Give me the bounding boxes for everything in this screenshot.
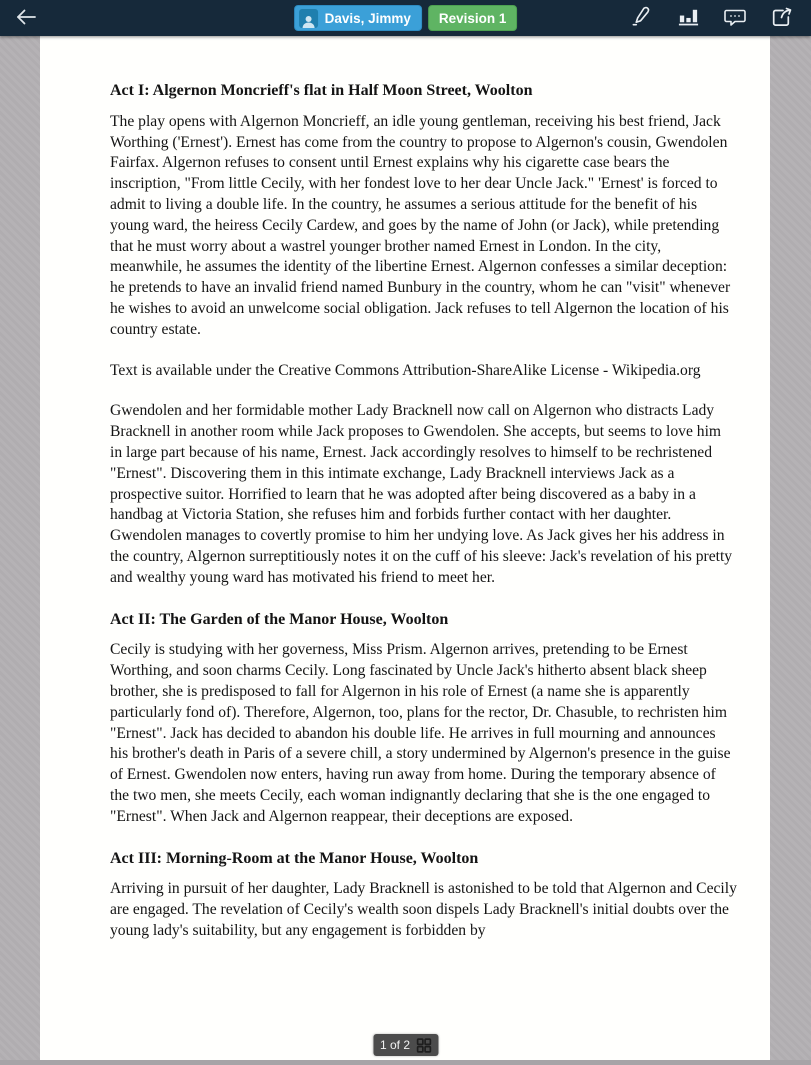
bar-chart-icon xyxy=(677,5,700,31)
user-badge[interactable] xyxy=(294,5,422,31)
section-heading-act-2: Act II: The Garden of the Manor House, Woolton xyxy=(110,610,449,628)
revision-badge[interactable] xyxy=(428,5,518,31)
comment-bubble-icon xyxy=(723,5,747,32)
share-export-icon xyxy=(770,5,794,32)
paragraph: Cecily is studying with her governess, Miss Prism. Algernon arrives, pretending to be Ernest Worthing, and soon charms Cecily. Long fascinated by Uncle Jack's hitherto absent black sheep brother, she is predisposed to fall for Algernon in his role of Ernest (a name she is apparently particularly fond of). Therefore, Algernon, too, plans for the rector, Dr. Chasuble, to rechristen him "Ernest". Jack has decided to abandon his double life. He arrives in full mourning and announces his brother's death in Paris of a severe chill, a story undermined by Algernon's presence in the guise of Ernest. Gwendolen now enters, having run away from home. During the temporary absence of the two men, she meets Cecily, each woman indignantly declaring that she is the one engaged to "Ernest". When Jack and Algernon reappear, their deceptions are exposed. xyxy=(110,641,731,825)
top-navbar xyxy=(0,0,811,36)
paragraph: Gwendolen and her formidable mother Lady Bracknell now call on Algernon who distracts Lady Bracknell in another room while Jack proposes to Gwendolen. She accepts, but seems to love him in large part because of his name, Ernest. Jack accordingly resolves to himself to be rechristened "Ernest". Discovering them in this intimate exchange, Lady Bracknell interviews Jack as a prospective suitor. Horrified to learn that he was adopted after being discovered as a baby in a handbag at Victoria Station, she refuses him and forbids further contact with her daughter. Gwendolen manages to covertly promise to him her undying love. As Jack gives her his address in the country, Algernon surreptitiously notes it on the cuff of his sleeve: Jack's revelation of his pretty and wealthy young ward has motivated his friend to meet her. xyxy=(110,402,733,586)
navbar-badges xyxy=(294,0,518,36)
share-button[interactable] xyxy=(765,0,799,36)
back-button[interactable] xyxy=(0,0,52,36)
annotate-button[interactable] xyxy=(624,0,658,36)
document-page[interactable] xyxy=(40,36,770,1065)
comments-button[interactable] xyxy=(718,0,752,36)
marker-pen-icon xyxy=(630,5,653,31)
page-indicator[interactable] xyxy=(373,1034,438,1056)
paragraph: The play opens with Algernon Moncrieff, an idle young gentleman, receiving his best friend, Jack Worthing ('Ernest'). Ernest has come from the country to propose to Algernon's cousin, Gwendolen Fairfax. Algernon refuses to consent until Ernest explains why his cigarette case bears the inscription, "From little Cecily, with her fondest love to her dear Uncle Jack." 'Ernest' is forced to admit to living a double life. In the country, he assumes a serious attitude for the benefit of his young ward, the heiress Cecily Cardew, and goes by the name of John (or Jack), while pretending that he must worry about a wastrel younger brother named Ernest in London. In the city, meanwhile, he assumes the identity of the libertine Ernest. Algernon confesses a similar deception: he pretends to have an invalid friend named Bunbury in the country, whom he can "visit" whenever he wishes to avoid an unwelcome social obligation. Jack refuses to tell Algernon the location of his country estate. xyxy=(110,112,731,338)
page-indicator-label: 1 of 2 xyxy=(379,1038,411,1052)
revision-badge-label: Revision 1 xyxy=(438,10,507,26)
license-paragraph: Text is available under the Creative Commons Attribution-ShareAlike License - Wikipedia.org xyxy=(110,361,701,379)
document-canvas[interactable] xyxy=(0,36,811,1065)
back-arrow-icon xyxy=(14,5,38,32)
stats-button[interactable] xyxy=(671,0,705,36)
section-heading-act-1: Act I: Algernon Moncrieff's flat in Half Moon Street, Woolton xyxy=(110,82,533,99)
paragraph: Arriving in pursuit of her daughter, Lady Bracknell is astonished to be told that Algernon and Cecily are engaged. The revelation of Cecily's wealth soon dispels Lady Bracknell's initial doubts over the young lady's suitability, but any engagement is forbidden by xyxy=(110,880,737,939)
user-avatar-icon xyxy=(299,9,318,28)
section-heading-act-3: Act III: Morning-Room at the Manor House, Woolton xyxy=(110,849,479,867)
user-badge-label: Davis, Jimmy xyxy=(324,10,411,26)
page-grid-icon xyxy=(416,1038,431,1053)
navbar-actions xyxy=(624,0,811,36)
bottom-edge-strip xyxy=(0,1060,811,1065)
